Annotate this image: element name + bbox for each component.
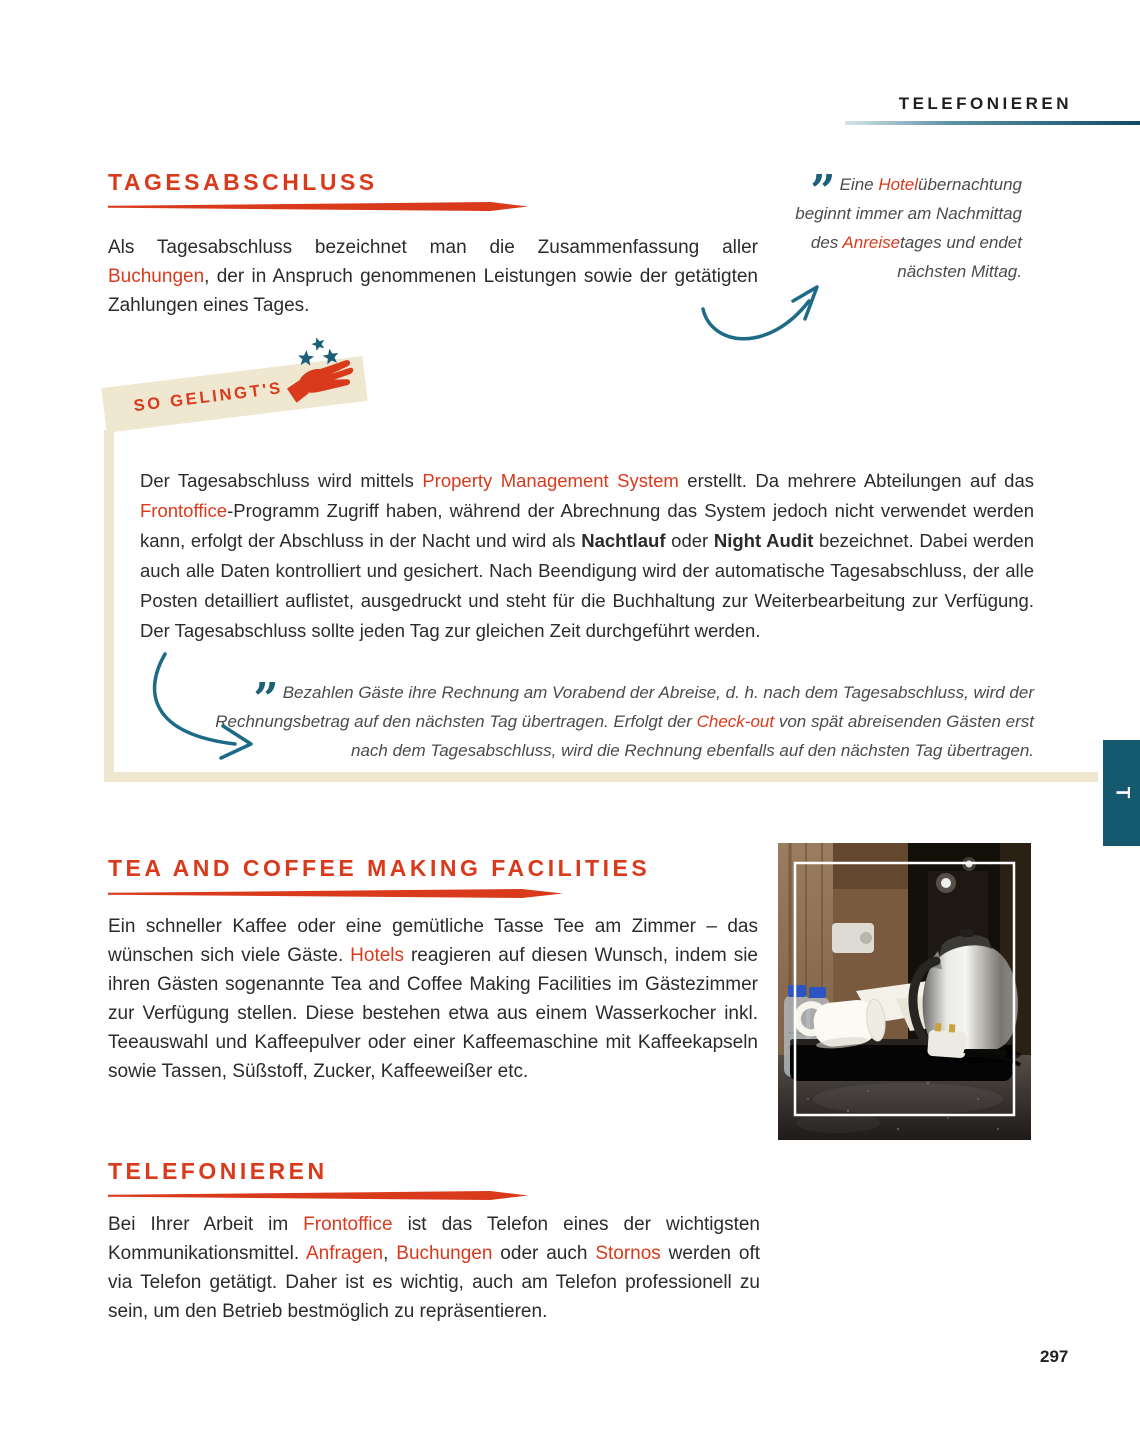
section-heading-tea: TEA AND COFFEE MAKING FACILITIES [108, 855, 651, 881]
quote-icon: ” [253, 674, 279, 725]
tip-box-quote-text: Bezahlen Gäste ihre Rechnung am Vorabend der Abreise, d. h. nach dem Tagesabschluss, wird der Rechnungsbetrag auf den nächsten Tag übertragen. Erfolgt der Check-out von spät abreisenden Gästen erst nach dem Tagesabschluss, wird die Rechnung ebenfalls auf den nächsten Tag übertragen. [215, 683, 1034, 760]
quote-icon: ” [810, 166, 836, 217]
paragraph-telefonieren: Bei Ihrer Arbeit im Frontoffice ist das Telefon eines der wichtigsten Kommunikationsmittel. Anfragen, Buchungen oder auch Stornos werden oft via Telefon getätigt. Daher ist es wichtig, auch am Telefon professionell zu sein, um den Betrieb bestmöglich zu repräsentieren. [108, 1214, 761, 1322]
heading-underline [108, 1191, 528, 1200]
header-rule [845, 121, 1140, 125]
tea-coffee-station-photo [778, 843, 1031, 1140]
section-heading-tagesabschluss: TAGESABSCHLUSS [108, 169, 378, 195]
tip-box-quote [200, 674, 1034, 765]
thumb-index-tab [1103, 740, 1140, 846]
paragraph-tea: Ein schneller Kaffee oder eine gemütliche Tasse Tee am Zimmer – das wünschen sich viele Gäste. Hotels reagieren auf diesen Wunsch, indem sie ihren Gästen sogenannte Tea and Coffee Making Facilities im Gästezimmer zur Verfügung stellen. Diese bestehen etwa aus einem Wasserkocher inkl. Teeauswahl und Kaffeepulver oder einer Kaffeemaschine mit Kaffeekapseln sowie Tassen, Süßstoff, Zucker, Kaffeeweißer etc. [108, 916, 758, 1082]
curved-arrow-icon [697, 267, 849, 359]
tip-box-paragraph: Der Tagesabschluss wird mittels Property Management System erstellt. Da mehrere Abteilungen auf das Frontoffice-Programm Zugriff haben, während der Abrechnung das System jedoch nicht verwendet werden kann, erfolgt der Abschluss in der Nacht und wird als Nachtlauf oder Night Audit bezeichnet. Dabei werden auch alle Daten kontrolliert und gesichert. Nach Beendigung wird der automatische Tagesabschluss, der alle Posten detailliert auflistet, ausgedruckt und steht für die Buchhaltung zur Weiterbearbeitung zur Verfügung. Der Tagesabschluss sollte jeden Tag zur gleichen Zeit durchgeführt werden. [140, 470, 1034, 641]
margin-quote-top-text: Eine Hotelübernachtung beginnt immer am Nachmittag des Anreisetages und endet nächsten Mittag. [795, 175, 1022, 281]
curved-arrow-icon [139, 648, 274, 770]
hand-with-stars-icon [279, 330, 364, 406]
kettle-photo-illustration [778, 843, 1031, 1140]
section-heading-telefonieren: TELEFONIEREN [108, 1158, 328, 1184]
paragraph-tagesabschluss: Als Tagesabschluss bezeichnet man die Zusammenfassung aller Buchungen, der in Anspruch genommenen Leistungen sowie der getätigten Zahlungen eines Tages. [108, 237, 758, 316]
thumb-index-letter: T [1111, 786, 1133, 800]
heading-underline [108, 202, 528, 211]
running-header-title: TELEFONIEREN [898, 94, 1072, 113]
ribbon-label: SO GELINGT'S [132, 379, 284, 416]
heading-underline [108, 889, 563, 898]
page-number: 297 [1040, 1347, 1069, 1366]
